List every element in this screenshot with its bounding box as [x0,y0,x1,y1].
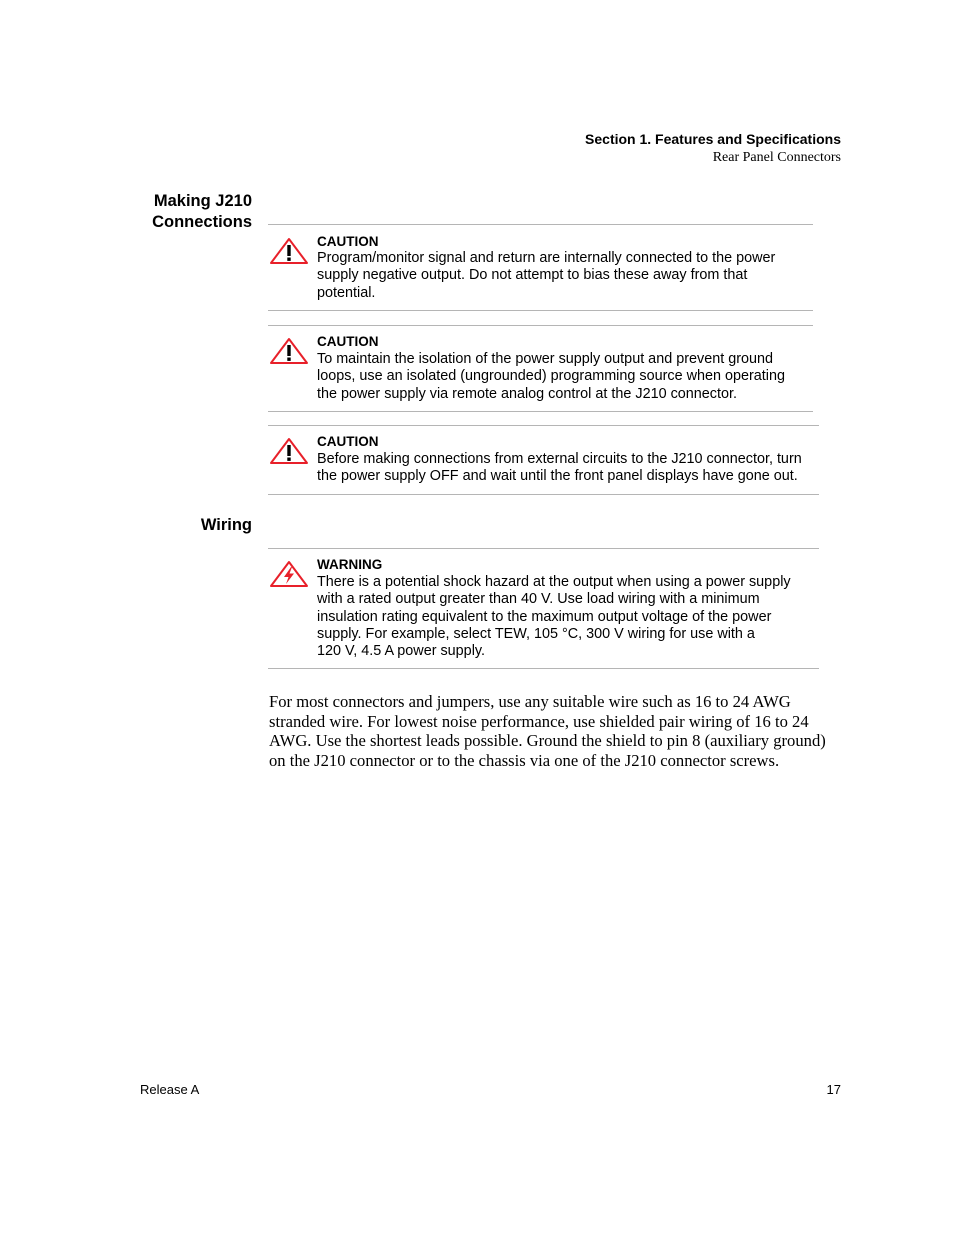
notice-line: with a rated output greater than 40 V. Use load wiring with a minimum [317,591,760,608]
caution-notice [268,325,813,412]
paragraph-line: AWG. Use the shortest leads possible. Ground the shield to pin 8 (auxiliary ground) [269,731,826,751]
shock-hazard-icon [269,560,309,593]
warning-notice [268,548,819,669]
heading-line: Making J210 [153,192,252,210]
wiring-paragraph [269,692,844,770]
notice-text [317,451,802,486]
notice-line: insulation rating equivalent to the maximum output voltage of the power [317,608,772,625]
notice-line: supply negative output. Do not attempt to bias these away from that [317,267,748,284]
notice-line: 120 V, 4.5 A power supply. [317,643,486,660]
notice-line: supply. For example, select TEW, 105 °C, 300 V wiring for use with a [317,625,755,642]
paragraph-line: For most connectors and jumpers, use any suitable wire such as 16 to 24 AWG [269,692,791,711]
running-header-subsection: Rear Panel Connectors [712,150,841,165]
heading-line: Connections [152,213,252,231]
notice-line: To maintain the isolation of the power supply output and prevent ground [317,351,774,367]
caution-exclamation-icon [269,337,309,370]
notice-text [317,351,785,403]
caution-exclamation-icon [269,237,309,270]
paragraph-line: stranded wire. For lowest noise performance, use shielded pair wiring of 16 to 24 [269,711,809,731]
notice-kind-label: CAUTION [317,434,379,449]
notice-text [317,250,775,302]
heading-wiring: Wiring [200,516,252,534]
notice-line: the power supply OFF and wait until the front panel displays have gone out. [317,468,798,485]
notice-kind-label: CAUTION [317,234,379,249]
notice-line: the power supply via remote analog control at the J210 connector. [317,385,737,402]
footer-release: Release A [140,1082,200,1097]
notice-line: loops, use an isolated (ungrounded) programming source when operating [317,368,785,385]
page-number: 17 [826,1082,841,1097]
notice-text [317,574,791,660]
notice-line: potential. [317,284,376,301]
paragraph-line: on the J210 connector or to the chassis via one of the J210 connector screws. [269,750,780,770]
caution-notice [268,425,819,495]
caution-exclamation-icon [269,437,309,470]
notice-line: Before making connections from external circuits to the J210 connector, turn [317,451,802,467]
notice-kind-label: WARNING [317,557,383,572]
running-header-section: Section 1. Features and Specifications [585,131,841,147]
caution-notice [268,224,813,311]
heading-making-j210-connections [152,191,252,233]
notice-line: Program/monitor signal and return are internally connected to the power [317,250,776,266]
notice-kind-label: CAUTION [317,334,379,349]
notice-line: There is a potential shock hazard at the output when using a power supply [317,574,791,590]
